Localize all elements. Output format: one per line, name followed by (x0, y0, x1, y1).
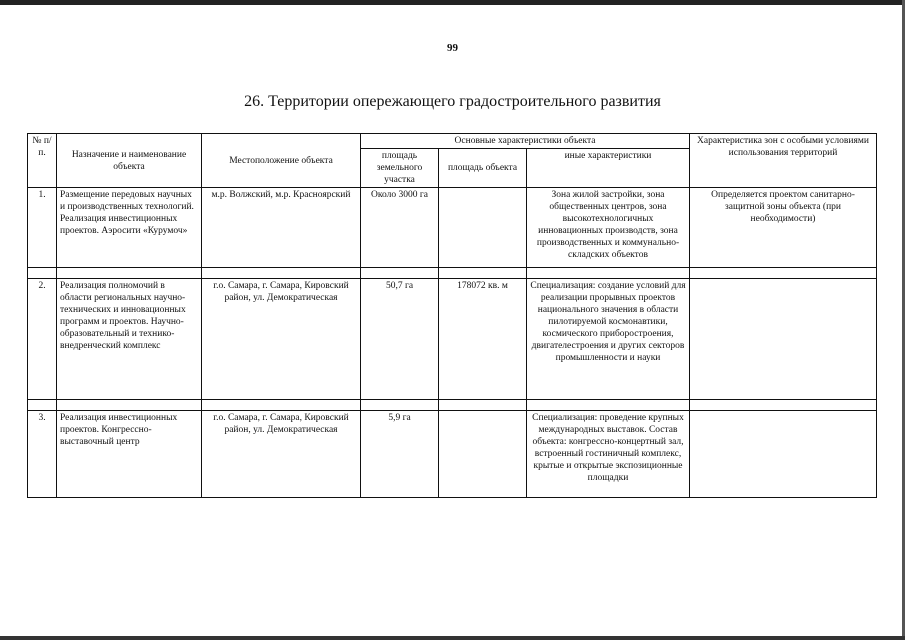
header-location: Местоположение объекта (202, 134, 361, 188)
scan-border-bottom (0, 636, 905, 640)
table-row (28, 188, 877, 268)
header-main-characteristics: Основные характеристики объекта (361, 134, 690, 149)
row-location: м.р. Волжский, м.р. Красноярский (202, 188, 361, 268)
row-location: г.о. Самара, г. Самара, Кировский район, ул. Демократическая (202, 279, 361, 400)
table-row (28, 279, 877, 400)
row-num: 2. (28, 279, 57, 400)
row-other: Специализация: создание условий для реализации прорывных проектов национального значения в области пилотируемой космонавтики, космического приборостроения, двигателестроения и других секторов промышленности и науки (527, 279, 690, 400)
header-land-area: площадь земельного участка (361, 149, 439, 188)
row-object-area (439, 411, 527, 498)
row-name: Реализация инвестиционных проектов. Конгрессно-выставочный центр (57, 411, 202, 498)
page-title: 26. Территории опережающего градостроительного развития (244, 93, 661, 110)
header-object-area: площадь объекта (439, 149, 527, 188)
objects-table (27, 133, 877, 498)
row-land-area: Около 3000 га (361, 188, 439, 268)
row-spacer (28, 400, 877, 411)
row-name: Реализация полномочий в области региональных научно-технических и инновационных программ и проектов. Научно-образовательный и технико-внедренческий комплекс (57, 279, 202, 400)
row-zones: Определяется проектом санитарно-защитной зоны объекта (при необходимости) (690, 188, 877, 268)
row-other: Зона жилой застройки, зона общественных центров, зона высокотехнологичных инновационных производств, зона производственных и коммунально-складских объектов (527, 188, 690, 268)
page-number: 99 (447, 42, 458, 54)
table-row (28, 411, 877, 498)
header-zones: Характеристика зон с особыми условиями использования территорий (690, 134, 877, 188)
header-other-characteristics: иные характеристики (527, 149, 690, 188)
header-num: № п/п. (28, 134, 57, 188)
header-name: Назначение и наименование объекта (57, 134, 202, 188)
scan-border-top (0, 0, 905, 5)
row-zones (690, 279, 877, 400)
row-location: г.о. Самара, г. Самара, Кировский район, ул. Демократическая (202, 411, 361, 498)
row-land-area: 5,9 га (361, 411, 439, 498)
row-zones (690, 411, 877, 498)
row-land-area: 50,7 га (361, 279, 439, 400)
row-object-area (439, 188, 527, 268)
row-name: Размещение передовых научных и производственных технологий. Реализация инвестиционных проектов. Аэросити «Курумоч» (57, 188, 202, 268)
row-num: 3. (28, 411, 57, 498)
row-spacer (28, 268, 877, 279)
row-object-area: 178072 кв. м (439, 279, 527, 400)
row-other: Специализация: проведение крупных международных выставок. Состав объекта: конгрессно-концертный зал, встроенный гостиничный комплекс, крытые и открытые экспозиционные площадки (527, 411, 690, 498)
row-num: 1. (28, 188, 57, 268)
